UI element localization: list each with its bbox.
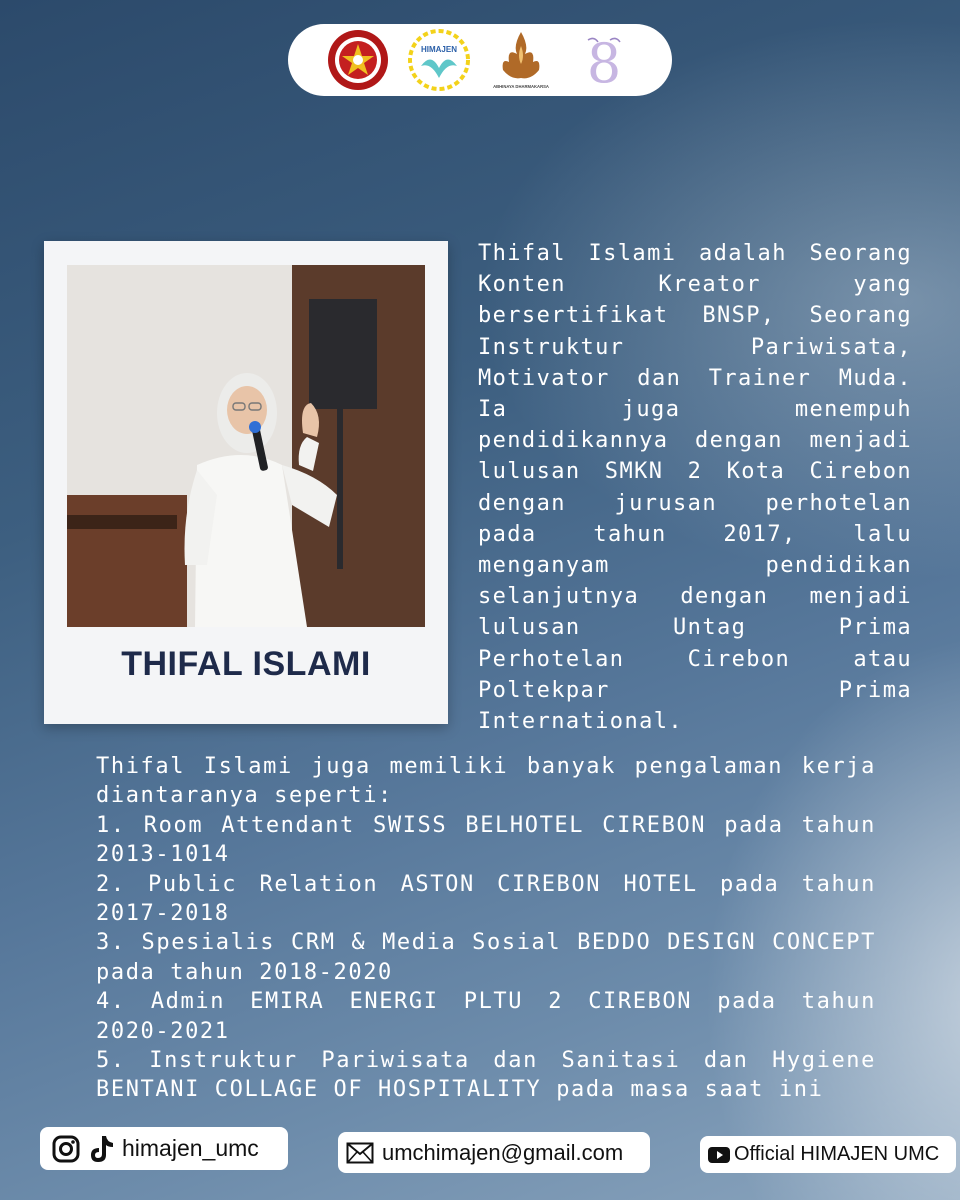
- gen-8-logo-text: 8: [587, 32, 622, 92]
- youtube-contact[interactable]: [700, 1136, 956, 1173]
- instagram-tiktok-contact[interactable]: [40, 1127, 288, 1170]
- abhinaya-logo-text: ABHINAYA DHARMAKARSA: [492, 84, 549, 89]
- gen-8-logo-icon: [570, 28, 634, 92]
- email-contact[interactable]: [338, 1132, 650, 1173]
- experience-section: [96, 752, 876, 1105]
- himajen-logo-icon: [407, 28, 471, 92]
- abhinaya-dharmakarsa-logo-icon: [489, 28, 553, 92]
- profile-bio: Thifal Islami adalah Seorang Konten Kreator yang bersertifikat BNSP, Seorang Instruktur Pariwisata, Motivator dan Trainer Muda. Ia juga menempuh pendidikannya dengan menjadi lulusan SMKN 2 Kota Cirebon dengan jurusan perhotelan pada tahun 2017, lalu menganyam pendidikan selanjutnya dengan menjadi lulusan Untag Prima Perhotelan Cirebon atau Poltekpar Prima International.: [478, 241, 912, 735]
- experience-item: 5. Instruktur Pariwisata dan Sanitasi dan Hygiene BENTANI COLLAGE OF HOSPITALITY pada masa saat ini: [96, 1048, 876, 1103]
- logo-bar: [288, 24, 672, 96]
- tiktok-icon: [88, 1134, 114, 1164]
- university-seal-icon: [326, 28, 390, 92]
- youtube-icon: [708, 1147, 730, 1163]
- himajen-logo-text: HIMAJEN: [421, 45, 458, 54]
- email-address: umchimajen@gmail.com: [382, 1139, 624, 1165]
- experience-item: 3. Spesialis CRM & Media Sosial BEDDO DESIGN CONCEPT pada tahun 2018-2020: [96, 930, 876, 985]
- profile-photo: [67, 265, 425, 627]
- experience-intro: Thifal Islami juga memiliki banyak pengalaman kerja diantaranya seperti:: [96, 754, 876, 809]
- instagram-icon: [52, 1135, 80, 1163]
- profile-name: THIFAL ISLAMI: [121, 645, 371, 683]
- mail-icon: [346, 1142, 374, 1164]
- instagram-handle: himajen_umc: [122, 1135, 259, 1161]
- youtube-channel: Official HIMAJEN UMC: [734, 1143, 940, 1165]
- experience-item: 1. Room Attendant SWISS BELHOTEL CIREBON pada tahun 2013-1014: [96, 812, 876, 868]
- profile-polaroid: [44, 241, 448, 724]
- experience-item: 4. Admin EMIRA ENERGI PLTU 2 CIREBON pada tahun 2020-2021: [96, 989, 876, 1044]
- experience-item: 2. Public Relation ASTON CIREBON HOTEL pada tahun 2017-2018: [96, 871, 876, 927]
